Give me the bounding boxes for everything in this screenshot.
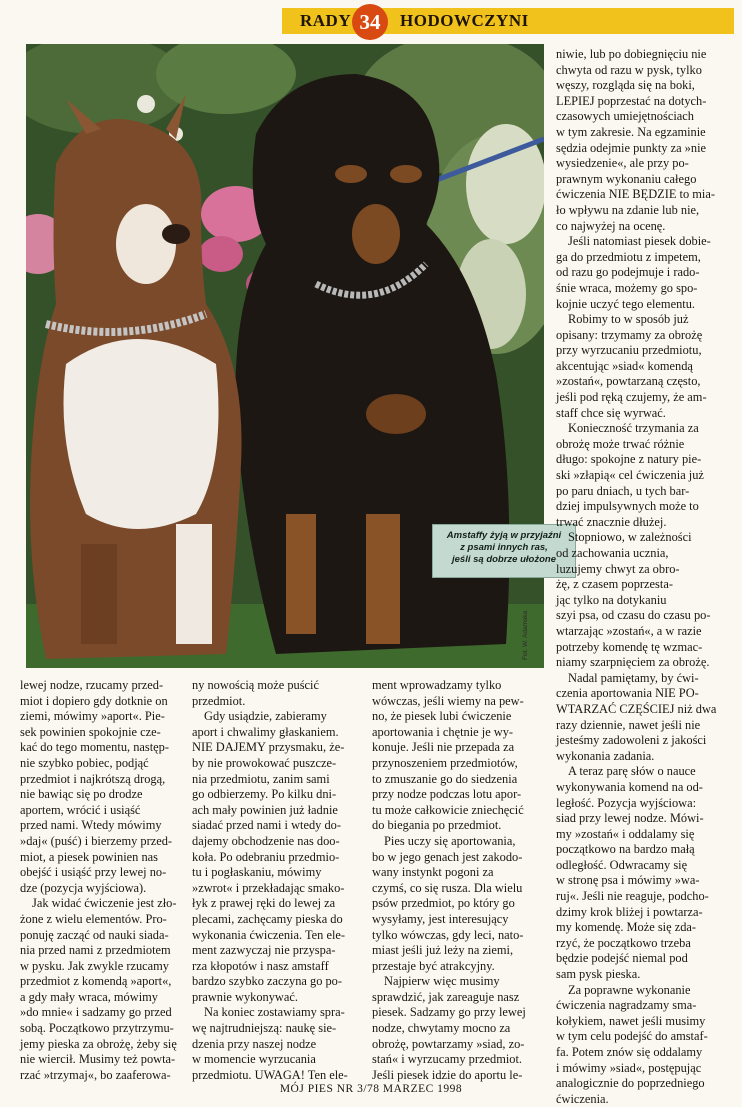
- text-line: co najwyżej na ocenę.: [556, 218, 666, 233]
- text-column-3: [372, 678, 548, 1083]
- text-line: Pies uczy się aportowania,: [384, 833, 516, 848]
- text-line: potrzeby komendę tę wzmac-: [556, 639, 703, 654]
- text-line: jemy pieska za obrożę, żeby się: [20, 1036, 177, 1051]
- text-line: piesek. Sadzamy go przy lewej: [372, 1005, 526, 1020]
- text-line: tylko wówczas, gdy leci, nato-: [372, 927, 524, 942]
- text-line: aport i chwalimy głaskaniem.: [192, 724, 339, 739]
- text-line: przy wyrzucaniu przedmiotu,: [556, 343, 702, 358]
- text-line: w tym zakresie. Na egzaminie: [556, 124, 706, 139]
- text-line: w pysku. Jak zwykle rzucamy: [20, 958, 169, 973]
- text-line: nia przed nami z przedmiotem: [20, 943, 171, 958]
- text-line: koła. Po odebraniu przedmio-: [192, 849, 340, 864]
- text-line: plecami, zachęcamy pieska do: [192, 911, 343, 926]
- text-line: wykonania ćwiczenia. Ten ele-: [192, 927, 346, 942]
- text-line: staff chce się wyrwać.: [556, 405, 666, 420]
- text-line: obrożę, powtarzamy »siad, zo-: [372, 1036, 525, 1051]
- text-line: i mówimy »siad«, postępując: [556, 1060, 702, 1075]
- text-line: nodze, chwytamy mocno za: [372, 1021, 511, 1036]
- text-line: akcentując »siad« komendą: [556, 358, 693, 373]
- text-line: Najpierw więc musimy: [384, 974, 500, 989]
- page-number-badge: 34: [352, 4, 388, 40]
- text-line: Konieczność trzymania za: [568, 421, 699, 436]
- text-line: jesteśmy zadowoleni z jakości: [556, 733, 707, 748]
- photo-caption: [432, 524, 576, 578]
- text-line: dajemy obchodzenie nas doo-: [192, 833, 340, 848]
- text-line: Jeśli piesek idzie do aportu le-: [372, 1067, 523, 1082]
- text-line: ćwiczenia NIE BĘDZIE to mia-: [556, 187, 715, 202]
- text-line: przestaje być atrakcyjny.: [372, 958, 495, 973]
- text-line: rzyć, że początkowo trzeba: [556, 935, 691, 950]
- text-line: »daj« (puść) i bierzemy przed-: [20, 833, 173, 848]
- text-line: przedmiotu. UWAGA! Ten ele-: [192, 1067, 348, 1082]
- text-line: aportowania i chętnie je wy-: [372, 724, 514, 739]
- text-line: do biegania po przedmiot.: [372, 818, 502, 833]
- text-line: to zmuszanie go do siedzenia: [372, 771, 518, 786]
- text-line: nia przedmiotu, zanim sami: [192, 771, 330, 786]
- text-column-2: [192, 678, 364, 1083]
- text-line: sprawdzić, jak zareaguje nasz: [372, 989, 520, 1004]
- text-line: przy nodze podczas lotu apor-: [372, 787, 522, 802]
- text-line: śnie wraca, możemy go spo-: [556, 280, 698, 295]
- text-line: »zostań«, powtarzaną często,: [556, 374, 701, 389]
- text-line: miot, a piesek powinien nas: [20, 849, 158, 864]
- text-line: razy dziennie, nawet jeśli nie: [556, 717, 701, 732]
- text-line: obejść i usiąść przy lewej no-: [20, 865, 167, 880]
- text-line: kać do tego momentu, następ-: [20, 740, 169, 755]
- text-line: nie bawiąc się po drodze: [20, 787, 143, 802]
- caption-line: jeśli są dobrze ułożone: [452, 554, 556, 565]
- text-line: ruj«. Jeśli nie reaguje, podcho-: [556, 889, 709, 904]
- text-line: Nadal pamiętamy, by ćwi-: [568, 670, 699, 685]
- text-line: siad przy lewej nodze. Mówi-: [556, 811, 704, 826]
- text-line: odległość. Odwracamy się: [556, 857, 688, 872]
- text-line: rza kłopotów i nasz amstaff: [192, 958, 329, 973]
- text-line: Gdy usiądzie, zabieramy: [204, 709, 327, 724]
- text-line: długo: spokojne z natury pie-: [556, 452, 702, 467]
- text-line: dziej impulsywnych może to: [556, 499, 699, 514]
- text-line: kołykiem, nawet jeśli musimy: [556, 1013, 706, 1028]
- text-line: szyi psa, od czasu do czasu po-: [556, 608, 711, 623]
- text-line: bo w jego genach jest zakodo-: [372, 849, 523, 864]
- caption-line: Amstaffy żyją w przyjaźni: [446, 530, 562, 541]
- text-line: WTARZAĆ CZĘŚCIEJ niż dwa: [556, 701, 717, 716]
- text-line: dzenia przy naszej nodze: [192, 1036, 317, 1051]
- text-line: tu i pogłaskaniu, mówimy: [192, 865, 322, 880]
- text-line: ment zazwyczaj nie przyspa-: [192, 943, 336, 958]
- text-line: przedmiot.: [192, 693, 246, 708]
- text-line: wtarzając »zostań«, a w razie: [556, 623, 702, 638]
- text-line: go odbierzemy. Po kilku dni-: [192, 787, 337, 802]
- text-line: miast jeśli już leży na ziemi,: [372, 943, 514, 958]
- text-line: psów przedmiot, po który go: [372, 896, 515, 911]
- text-line: początkowo na bardzo małą: [556, 842, 695, 857]
- text-line: ski »złapią« cel ćwiczenia już: [556, 468, 704, 483]
- text-line: ćwiczenia nagradzamy sma-: [556, 998, 697, 1013]
- text-line: przedmiot z komendą »aport«,: [20, 974, 172, 989]
- text-line: bardzo szybko zaczyna go po-: [192, 974, 343, 989]
- text-line: żę, z czasem poprzesta-: [556, 577, 673, 592]
- text-line: opisany: trzymamy za obrożę: [556, 327, 703, 342]
- text-line: sobą. Początkowo przytrzymu-: [20, 1021, 174, 1036]
- text-line: ny nowością może puścić: [192, 678, 319, 692]
- text-line: w stronę psa i mówimy »wa-: [556, 873, 700, 888]
- text-line: NIE DAJEMY przysmaku, że-: [192, 740, 345, 755]
- text-line: po paru dniach, u tych bar-: [556, 483, 690, 498]
- text-column-right: [556, 47, 736, 1107]
- text-line: tu może całkowicie zniechęcić: [372, 802, 524, 817]
- text-line: lewej nodze, rzucamy przed-: [20, 678, 164, 692]
- photo-credit: Fot. W. Adamska: [522, 610, 529, 660]
- text-line: sędzia odejmie punkty za »nie: [556, 140, 707, 155]
- text-line: Za poprawne wykonanie: [568, 982, 691, 997]
- text-line: żone z wielu elementów. Pro-: [20, 911, 167, 926]
- text-line: »do mnie« i sadzamy go przed: [20, 1005, 172, 1020]
- text-line: my »zostań« i oddalamy się: [556, 826, 695, 841]
- text-line: prawnie wykonywać.: [192, 989, 298, 1004]
- text-line: my komendę. Może się zda-: [556, 920, 697, 935]
- text-line: rzać »trzymaj«, bo zaaferowa-: [20, 1067, 171, 1082]
- text-line: ment wprowadzamy tylko: [372, 678, 502, 692]
- text-line: przynoszeniem przedmiotów,: [372, 755, 518, 770]
- text-line: czenia aportowania NIE PO-: [556, 686, 699, 701]
- caption-line: z psami innych ras,: [460, 542, 548, 553]
- page-footer: MÓJ PIES NR 3/78 MARZEC 1998: [279, 1083, 463, 1095]
- text-line: chwyta od razu w pysk, tylko: [556, 62, 702, 77]
- text-line: nie wiercił. Musimy też powta-: [20, 1052, 176, 1067]
- text-line: ległość. Pozycja wyjściowa:: [556, 795, 697, 810]
- text-line: ach mały powinien już ładnie: [192, 802, 338, 817]
- text-line: no, że piesek lubi ćwiczenie: [372, 709, 512, 724]
- text-line: LEPIEJ poprzestać na dotych-: [556, 93, 707, 108]
- text-line: sek powinien spokojnie cze-: [20, 724, 161, 739]
- text-line: ponuję zacząć od nauki siada-: [20, 927, 169, 942]
- text-line: nie szybko pobiec, podjąć: [20, 755, 149, 770]
- text-line: A teraz parę słów o nauce: [568, 764, 696, 779]
- text-line: fa. Potem znów się oddalamy: [556, 1045, 703, 1059]
- text-line: w tym celu podejść do amstaf-: [556, 1029, 708, 1044]
- text-line: prawnym wykonaniu całego: [556, 171, 697, 186]
- text-line: będzie podejść niemal pod: [556, 951, 688, 966]
- text-line: trwać znacznie dłużej.: [556, 514, 667, 529]
- text-column-1: [20, 678, 182, 1083]
- text-line: przedmiot i najkrótszą drogą,: [20, 771, 166, 786]
- text-line: analogicznie do poprzedniego: [556, 1076, 705, 1091]
- text-line: czasowych umiejętnościach: [556, 109, 694, 124]
- text-line: czymś, co się rusza. Dla wielu: [372, 880, 523, 895]
- text-line: wany instynkt pogoni za: [372, 865, 494, 880]
- text-line: od razu go podejmuje i rado-: [556, 265, 700, 280]
- text-line: wówczas, jeśli wiemy na pew-: [372, 693, 524, 708]
- text-line: Jak widać ćwiczenie jest zło-: [32, 896, 177, 911]
- text-line: Robimy to w sposób już: [568, 312, 689, 327]
- text-line: wysiedzenie«, ale przy po-: [556, 156, 689, 171]
- text-line: luzujemy chwyt za obro-: [556, 561, 680, 576]
- text-line: obrożę może trwać różnie: [556, 436, 685, 451]
- text-line: od zachowania ucznia,: [556, 546, 669, 560]
- text-line: stań« i wyrzucamy przedmiot.: [372, 1052, 523, 1067]
- text-line: konuje. Jeśli nie przepada za: [372, 740, 515, 755]
- section-title-right: HODOWCZYNI: [400, 11, 529, 30]
- text-line: wykonywania komend na od-: [556, 779, 703, 794]
- text-line: łyk z prawej ręki do lewej za: [192, 896, 336, 911]
- text-line: w momencie wyrzucania: [192, 1052, 316, 1067]
- text-line: dze (pozycja wyjściowa).: [20, 880, 147, 895]
- text-line: wysyłamy, jest interesujący: [372, 911, 509, 926]
- text-line: jąc tylko na dotykaniu: [556, 592, 667, 607]
- text-line: węszy, rozgląda się na boki,: [556, 78, 695, 93]
- text-line: siadać przed nami i wtedy do-: [192, 818, 341, 833]
- text-line: Na koniec zostawiamy spra-: [204, 1005, 345, 1020]
- text-line: ćwiczenia.: [556, 1091, 609, 1106]
- text-line: a gdy mały wraca, mówimy: [20, 989, 158, 1004]
- section-title-left: RADY: [300, 11, 352, 30]
- text-line: aportem, wrócić i usiąść: [20, 802, 141, 817]
- text-line: niwie, lub po dobiegnięciu nie: [556, 47, 707, 61]
- text-line: jeśli pod ręką czujemy, że am-: [556, 390, 707, 405]
- text-line: wę najtrudniejszą: naukę sie-: [192, 1021, 337, 1036]
- text-line: by nie prowokować puszcze-: [192, 755, 337, 770]
- text-line: ło wpływu na zdanie lub nie,: [556, 202, 700, 217]
- text-line: wykonania zadania.: [556, 748, 655, 763]
- text-line: Jeśli natomiast piesek dobie-: [568, 234, 711, 249]
- text-line: ga do przedmiotu z impetem,: [556, 249, 701, 264]
- text-line: Stopniowo, w zależności: [568, 530, 692, 545]
- text-line: »zwrot« i przekładając smako-: [192, 880, 345, 895]
- text-line: niamy szarpnięciem za obrożę.: [556, 655, 710, 670]
- text-line: ziemi, mówimy »aport«. Pie-: [20, 709, 165, 724]
- text-line: miot i dopiero gdy dotknie on: [20, 693, 168, 708]
- text-line: przed nami. Wtedy mówimy: [20, 818, 162, 833]
- text-line: sam pysk pieska.: [556, 967, 641, 982]
- text-line: dzimy krok bliżej i powtarza-: [556, 904, 703, 919]
- text-line: kojnie uczyć tego elementu.: [556, 296, 695, 311]
